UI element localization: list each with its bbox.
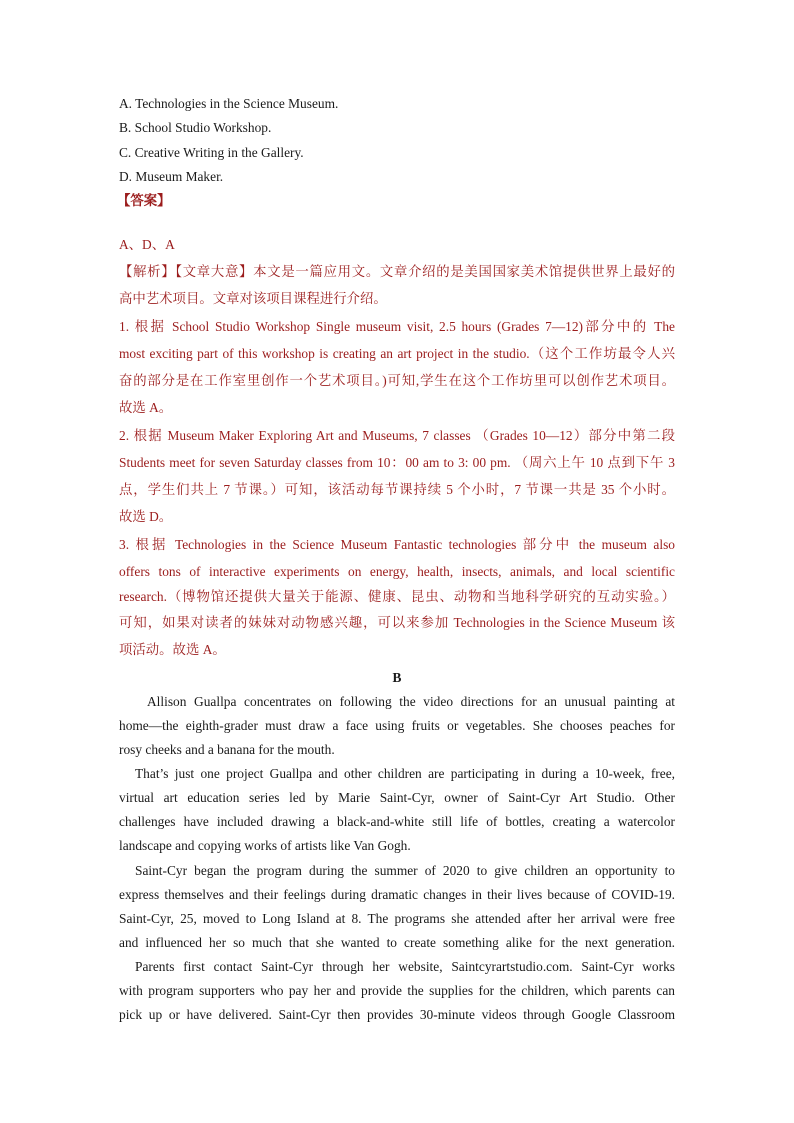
passage-line: pick up or have delivered. Saint-Cyr then provides 30-minute videos through Google Classroom	[119, 1007, 675, 1022]
passage-line: and influenced her so much that she wanted to create something alike for the next generation.	[119, 935, 675, 950]
analysis-line: 故选 D。	[119, 509, 173, 524]
analysis-line: most exciting part of this workshop is creating an art project in the studio.（这个工作坊最令人兴	[119, 346, 675, 361]
analysis-line: 2. 根据 Museum Maker Exploring Art and Museums, 7 classes （Grades 10—12）部分中第二段	[119, 428, 675, 443]
passage-line: rosy cheeks and a banana for the mouth.	[119, 742, 335, 757]
option-b: B. School Studio Workshop.	[119, 120, 272, 135]
passage-line: with program supporters who pay her and provide the supplies for the children, which parents can	[119, 983, 675, 998]
analysis-line: Students meet for seven Saturday classes from 10：00 am to 3: 00 pm. （周六上午 10 点到下午 3	[119, 455, 675, 470]
option-a: A. Technologies in the Science Museum.	[119, 96, 339, 111]
passage-line: Saint-Cyr, 25, moved to Long Island at 8. The programs she attended after her arrival were free	[119, 911, 675, 926]
analysis-line: 可知，如果对读者的妹妹对动物感兴趣，可以来参加 Technologies in the Science Museum 该	[119, 615, 675, 630]
analysis-line: research.（博物馆还提供大量关于能源、健康、昆虫、动物和当地科学研究的互动实验。）	[119, 589, 675, 604]
passage-line: Allison Guallpa concentrates on following the video directions for an unusual painting at	[147, 694, 675, 709]
analysis-line: 故选 A。	[119, 400, 173, 415]
passage-line: Parents first contact Saint-Cyr through her website, Saintcyrartstudio.com. Saint-Cyr works	[135, 959, 675, 974]
option-d: D. Museum Maker.	[119, 169, 224, 184]
option-c: C. Creative Writing in the Gallery.	[119, 145, 304, 160]
passage-line: express themselves and their feelings during dramatic changes in their lives because of COVID-19.	[119, 887, 675, 902]
analysis-line: offers tons of interactive experiments on energy, health, insects, animals, and local scientific	[119, 564, 675, 579]
analysis-line: 1. 根据 School Studio Workshop Single museum visit, 2.5 hours (Grades 7—12)部分中的 The	[119, 319, 675, 334]
section-heading: B	[392, 670, 402, 685]
passage-line: Saint-Cyr began the program during the summer of 2020 to give children an opportunity to	[135, 863, 675, 878]
analysis-line: 项活动。故选 A。	[119, 642, 226, 657]
analysis-line: 点，学生们共上 7 节课。）可知，该活动每节课持续 5 个小时，7 节课一共是 35 个小时。	[119, 482, 675, 497]
passage-line: home—the eighth-grader must draw a face using fruits or vegetables. She chooses peaches for	[119, 718, 675, 733]
analysis-line: 奋的部分是在工作室里创作一个艺术项目。)可知,学生在这个工作坊里可以创作艺术项目。	[119, 373, 675, 388]
passage-line: virtual art education series led by Marie Saint-Cyr, owner of Saint-Cyr Art Studio. Other	[119, 790, 675, 805]
analysis-line: 【解析】【文章大意】本文是一篇应用文。文章介绍的是美国国家美术馆提供世界上最好的	[119, 264, 675, 279]
analysis-line: 3. 根据 Technologies in the Science Museum Fantastic technologies 部分中 the museum also	[119, 537, 675, 552]
analysis-line: 高中艺术项目。文章对该项目课程进行介绍。	[119, 291, 387, 306]
passage-line: landscape and copying works of artists like Van Gogh.	[119, 838, 411, 853]
answer-label: 【答案】	[117, 193, 171, 208]
passage-line: challenges have included drawing a black-and-white still life of bottles, creating a watercolor	[119, 814, 675, 829]
answer-text: A、D、A	[119, 237, 175, 252]
passage-line: That’s just one project Guallpa and other children are participating in during a 10-week, free,	[135, 766, 675, 781]
